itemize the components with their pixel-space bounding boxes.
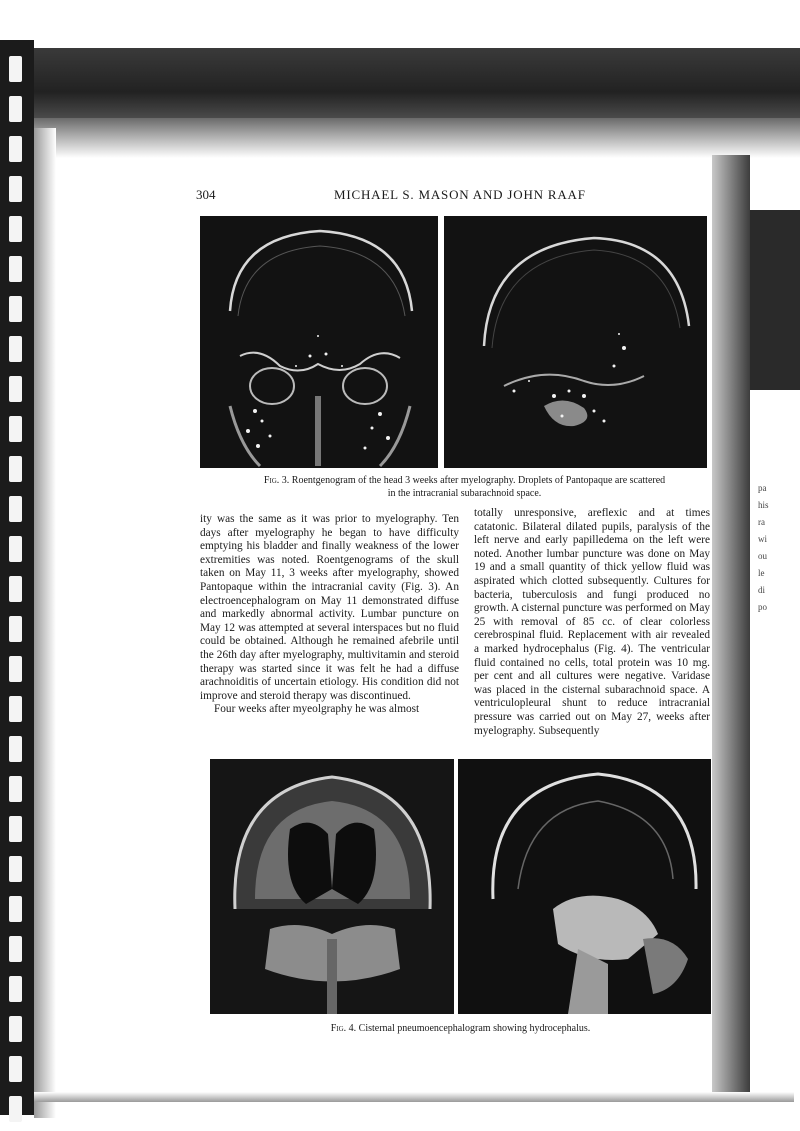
film-sprocket-hole: [9, 176, 22, 202]
figure3-lateral-xray: [444, 216, 707, 468]
scan-left-shadow: [34, 128, 56, 1118]
film-sprocket-hole: [9, 776, 22, 802]
film-sprocket-hole: [9, 536, 22, 562]
figure3-frontal-xray: [200, 216, 438, 468]
scan-top-fade: [34, 118, 800, 158]
film-sprocket-hole: [9, 376, 22, 402]
page-header: [196, 187, 716, 207]
figure4-frontal-xray: [210, 759, 454, 1014]
figure4-caption-text: Cisternal pneumoencephalogram showing hydrocephalus.: [358, 1023, 591, 1034]
figure4-caption: [210, 1022, 711, 1035]
figure3-caption-line2: in the intracranial subarachnoid space.: [387, 488, 542, 499]
film-sprocket-hole: [9, 1056, 22, 1082]
page-number: 304: [196, 187, 216, 202]
film-sprocket-hole: [9, 816, 22, 842]
scan-right-edge: [712, 155, 750, 1095]
film-sprocket-hole: [9, 256, 22, 282]
film-sprocket-hole: [9, 616, 22, 642]
film-sprocket-hole: [9, 216, 22, 242]
film-sprocket-hole: [9, 456, 22, 482]
film-sprocket-hole: [9, 136, 22, 162]
left-paragraph-2: Four weeks after myeolgraphy he was almost: [214, 703, 420, 716]
scan-bottom-shadow: [34, 1092, 794, 1102]
adjacent-page-image: [750, 210, 800, 390]
figure4-lateral-xray: [458, 759, 711, 1014]
adjacent-page-fragment: pa his ra wi ou le di po: [758, 483, 769, 612]
film-sprocket-hole: [9, 336, 22, 362]
film-sprocket-hole: [9, 296, 22, 322]
left-paragraph-1: ity was the same as it was prior to myelography. Ten days after myelography he began to have difficulty emptying his bladder and finally weakness of the lower extremities was noted. Roentgenograms of the skull taken on May 11, 3 weeks after myelography, showed Pantopaque within the intracranial cavity (Fig. 3). An electroencephalogram on May 11 demonstrated diffuse and markedly abnormal activity. Lumbar puncture on May 12 was attempted at several interspaces but no fluid could be obtained. Although he remained afebrile until the 26th day after myelography, multivitamin and steroid therapy was started since it was felt he had a diffuse arachnoiditis of uncertain etiology. His condition did not improve and steroid therapy was discontinued.: [200, 513, 459, 702]
right-text-column: [474, 507, 710, 738]
figure4-label: Fig. 4.: [330, 1023, 357, 1034]
film-sprocket-hole: [9, 976, 22, 1002]
film-strip: [0, 40, 34, 1115]
figure3-label: Fig. 3.: [263, 475, 290, 486]
film-sprocket-hole: [9, 56, 22, 82]
film-sprocket-hole: [9, 736, 22, 762]
film-sprocket-hole: [9, 96, 22, 122]
scan-top-shadow: [0, 48, 800, 128]
film-sprocket-hole: [9, 936, 22, 962]
figure3-caption-line1: Roentgenogram of the head 3 weeks after myelography. Droplets of Pantopaque are scattered: [291, 475, 666, 486]
film-sprocket-hole: [9, 696, 22, 722]
right-paragraph: totally unresponsive, areflexic and at times catatonic. Bilateral dilated pupils, paralysis of the left nerve and early papilledema on the left were noted. Another lumbar puncture was done on May 19 and a small quantity of thick yellow fluid was aspirated which clotted subsequently. Cultures for bacteria, tuberculosis and fungi produced no growth. A cisternal puncture was performed on May 25 with removal of 85 cc. of clear colorless cerebrospinal fluid. Replacement with air revealed a marked hydrocephalus (Fig. 4). The ventricular fluid contained no cells, total protein was 10 mg. per cent and all cultures were negative. Varidase was placed in the cisternal subarachnoid space. A ventriculopleural shunt to reduce intracranial pressure was carried out on May 27, weeks after myelography. Subsequently: [474, 507, 710, 737]
left-text-column: [200, 513, 459, 717]
film-sprocket-hole: [9, 416, 22, 442]
figure3-caption: [222, 474, 707, 500]
film-sprocket-hole: [9, 496, 22, 522]
film-sprocket-hole: [9, 856, 22, 882]
film-sprocket-hole: [9, 576, 22, 602]
film-sprocket-hole: [9, 1096, 22, 1122]
film-sprocket-hole: [9, 1016, 22, 1042]
film-sprocket-hole: [9, 896, 22, 922]
running-title: MICHAEL S. MASON AND JOHN RAAF: [334, 187, 586, 202]
film-sprocket-hole: [9, 656, 22, 682]
